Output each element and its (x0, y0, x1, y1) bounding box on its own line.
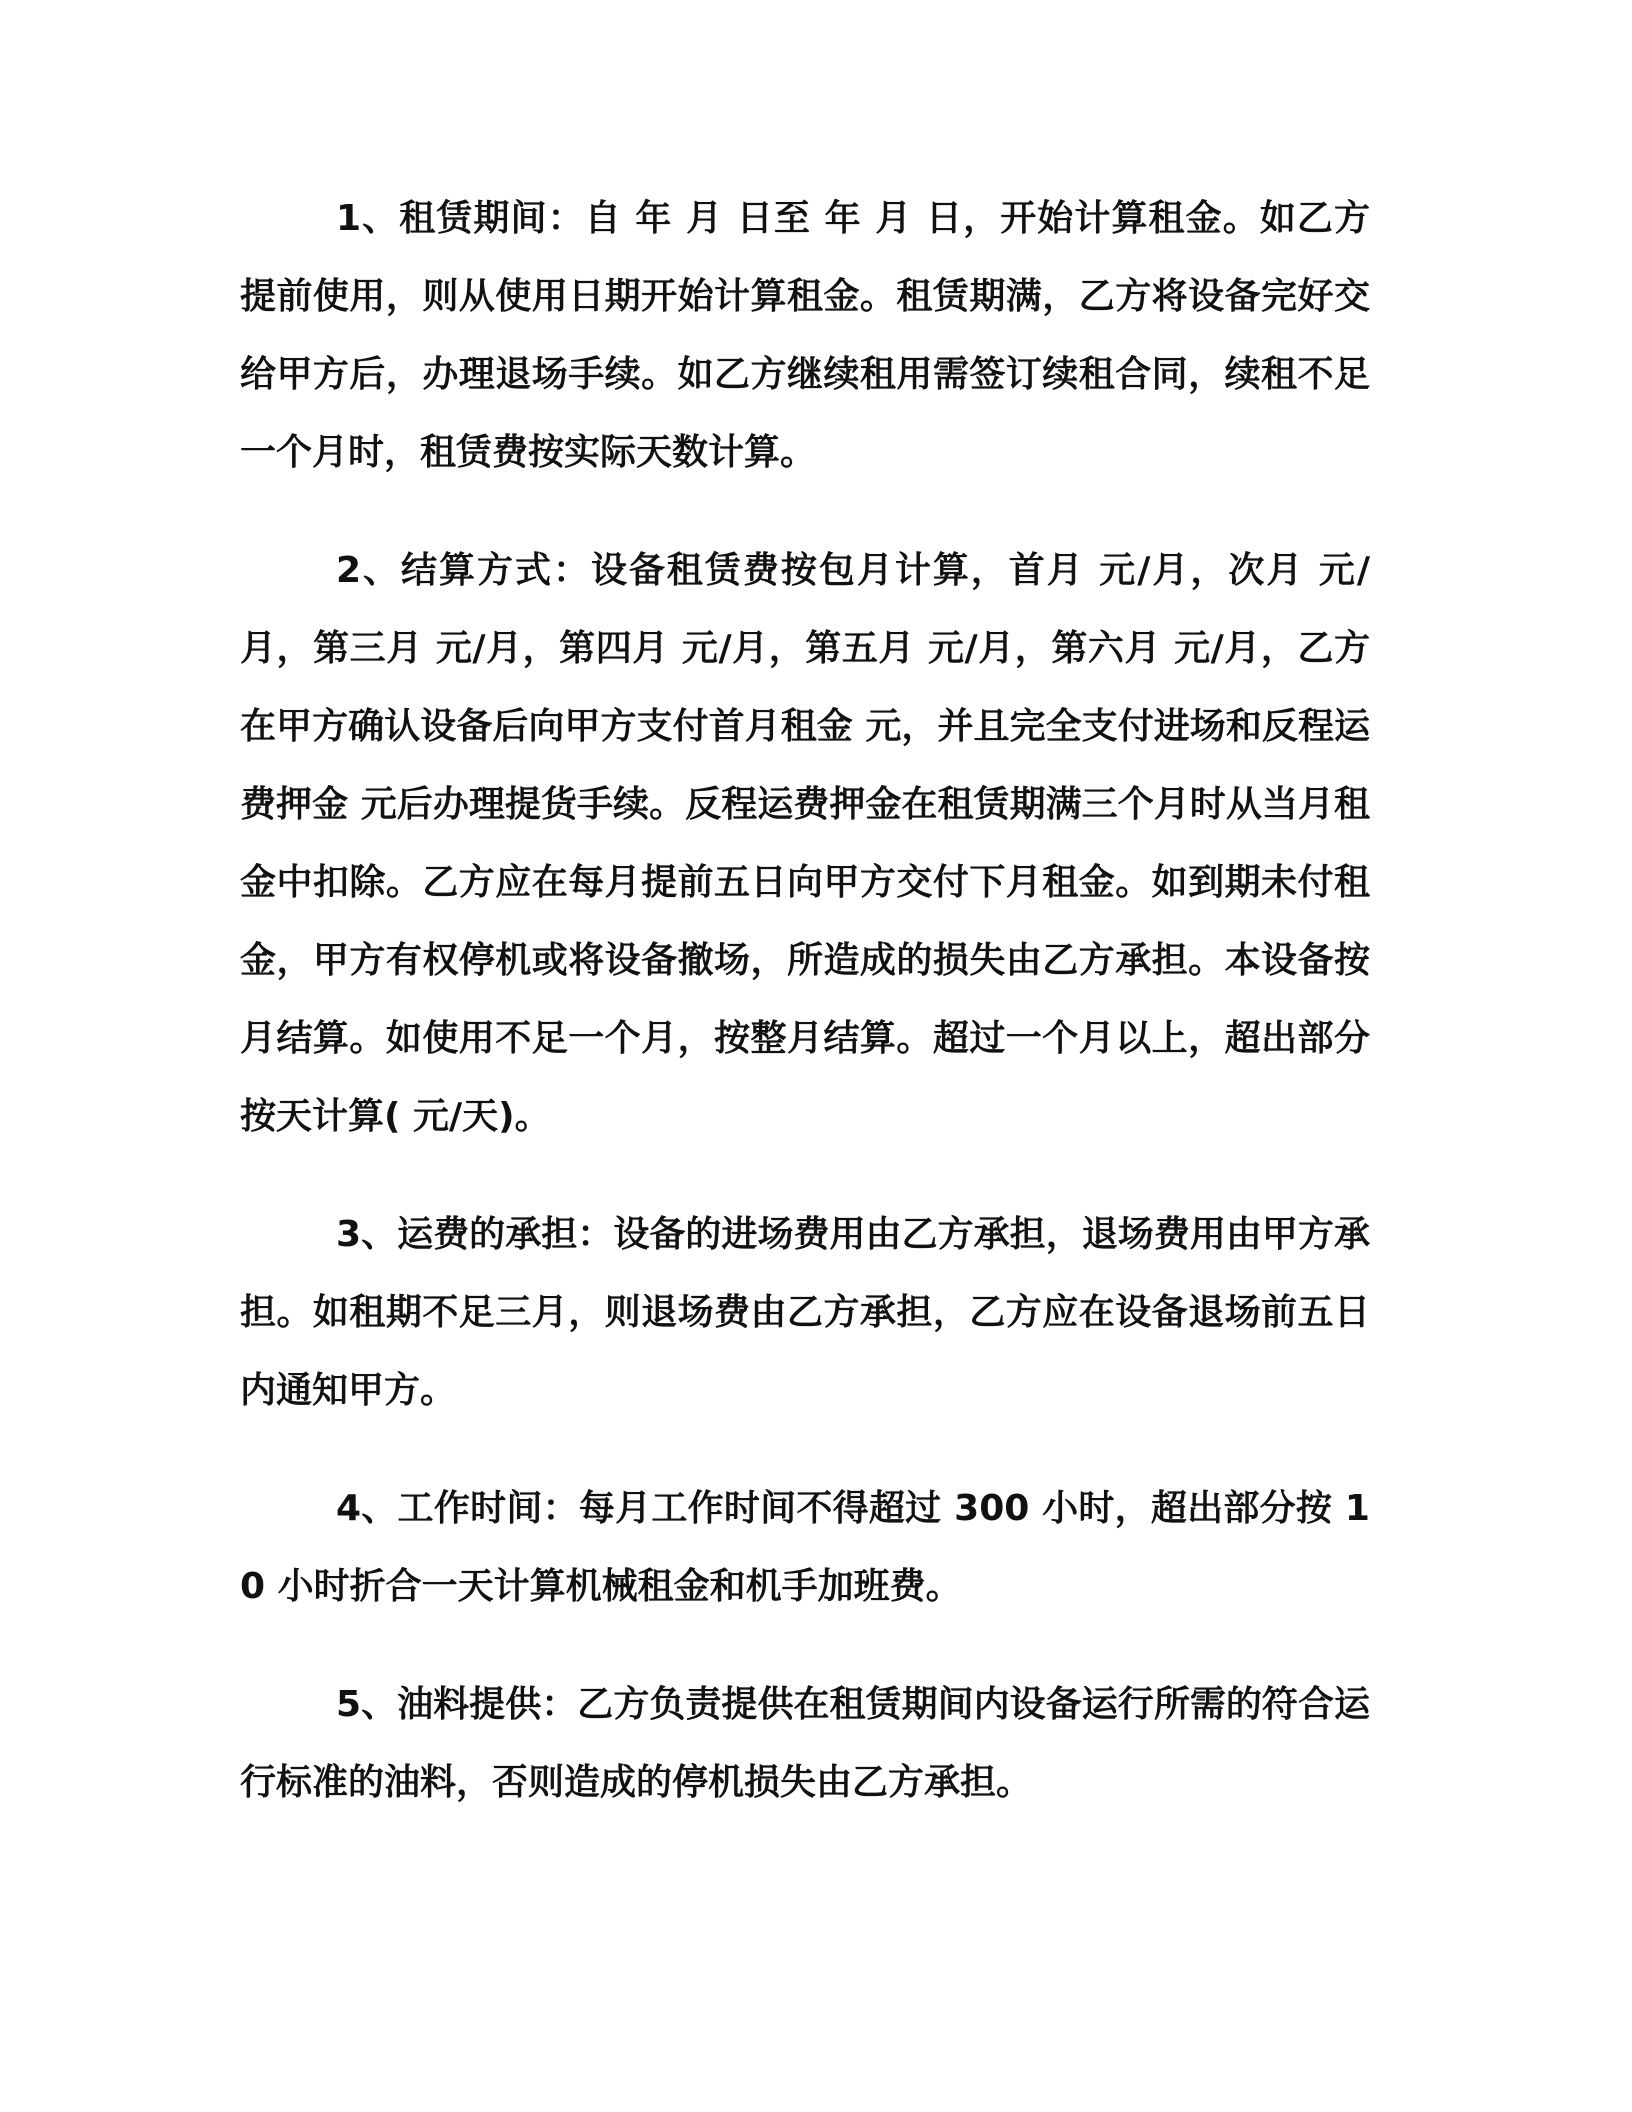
document-body (240, 180, 1370, 1862)
clause-fuel-supply: 5、油料提供：乙方负责提供在租赁期间内设备运行所需的符合运行标准的油料，否则造成的停机损失由乙方承担。 (240, 1684, 1370, 1803)
clause-freight-responsibility: 3、运费的承担：设备的进场费用由乙方承担，退场费用由甲方承担。如租期不足三月，则退场费由乙方承担，乙方应在设备退场前五日内通知甲方。 (240, 1214, 1370, 1411)
clause-working-hours: 4、工作时间：每月工作时间不得超过 300 小时，超出部分按 10 小时折合一天计算机械租金和机手加班费。 (240, 1488, 1370, 1607)
clause-settlement-method: 2、结算方式：设备租赁费按包月计算，首月 元/月，次月 元/月，第三月 元/月，第四月 元/月，第五月 元/月，第六月 元/月，乙方在甲方确认设备后向甲方支付首月租金 元，并且完全支付进场和反程运费押金 元后办理提货手续。反程运费押金在租赁期满三个月时从当月租金中扣除。乙方应在每月提前五日向甲方交付下月租金。如到期未付租金，甲方有权停机或将设备撤场，所造成的损失由乙方承担。本设备按月结算。如使用不足一个月，按整月结算。超过一个月以上，超出部分按天计算( 元/天)。 (240, 550, 1370, 1137)
clause-rental-period: 1、租赁期间：自 年 月 日至 年 月 日，开始计算租金。如乙方提前使用，则从使用日期开始计算租金。租赁期满，乙方将设备完好交给甲方后，办理退场手续。如乙方继续租用需签订续租合同，续租不足一个月时，租赁费按实际天数计算。 (240, 198, 1370, 473)
